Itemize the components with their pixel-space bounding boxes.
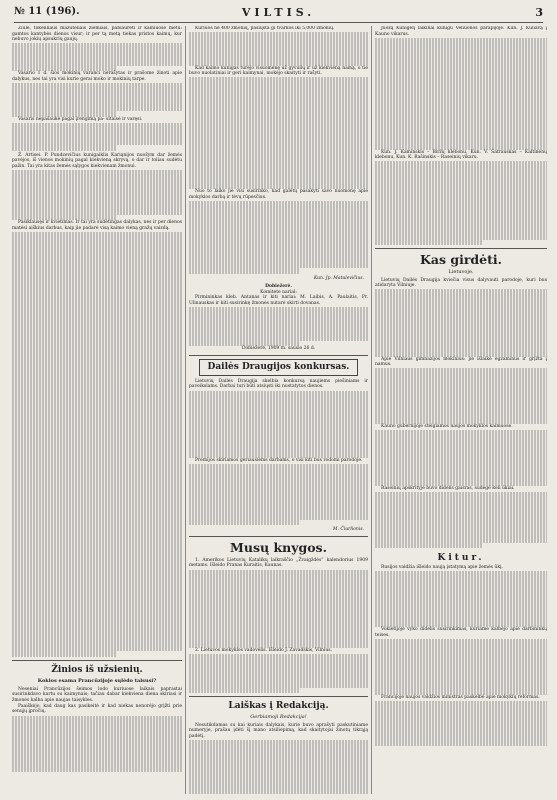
signature: M. Čiurlionis. xyxy=(332,527,364,533)
paragraph: Kuriuos ne 400 žmonių, pasiųsta gi tvarkos iki 5,000 žmonių. xyxy=(195,26,335,31)
contest-title-box xyxy=(199,359,358,376)
column-left xyxy=(12,26,182,794)
newspaper-title: VILTIS. xyxy=(241,6,316,19)
page-number: 3 xyxy=(535,6,543,19)
section-subtitle: Kokios esama Prancūzijoje sųlėdo talsusi? xyxy=(37,678,157,684)
page-header xyxy=(14,6,543,23)
paragraph: Paaiškėjo, kad daug kas pasikeitė ir kad niekas nenorėjo grįžti prie senųjų įpročių. xyxy=(12,703,182,715)
paragraph: Nuo to laiko jie visi susirinko, kad galėtų pasakyti savo nuomonę apie mokyklos darbą ir tėvų rūpesčius. xyxy=(189,189,368,200)
paragraph: Lietuvių Dailės Draugija skelbia konkursą naujiems piešiniams ir paveikslams. Darbai turi būti atsiųsti iki nustatytos dienos. xyxy=(189,378,368,390)
letter-title: Laiškas į Redakciją. xyxy=(228,701,329,712)
column-divider xyxy=(185,26,186,794)
section-divider xyxy=(12,660,182,661)
signature: Kun. Jp. Matulevičius. xyxy=(313,275,364,281)
date-line: Dobiežerė, 1909 m. sausio 26 d. xyxy=(241,346,316,352)
paragraph: Ž. Artisei. P. Pundzevičius kunigaiklis Kariąnijos nuožym dar žemės pavėjos, iš vienos mokinių pagal kiekvieną skryvą, o dar ir toliau sudėtu pažin. Tai yra kitas žemės sąlygos kiekvienam žmonui. xyxy=(12,152,182,169)
subsection-subtitle: Komitete narial: xyxy=(260,289,297,295)
issue-number: № 11 (196). xyxy=(14,6,80,17)
paragraph: 1. Amerikos Lietuvių Katalikų laikraščio „Žvaigždės“ kalendorius 1909 metams. Išleido Pranas Kuraitis, Kaunas. xyxy=(189,557,368,569)
abroad-title: Kitur. xyxy=(437,553,485,564)
paragraph: Pirmininkas kleb. Antanas ir kiti nariai: M. Laibis, A. Paulaitis, Pr. Ulinauskas ir kiti susirinkę žmonės nutarė skirti dovanas. xyxy=(189,295,368,306)
news-item: Lietuvių Dailės Draugija kviečia visus dalyvauti parodoje, kuri bus atidaryta Vilniuje. xyxy=(375,277,547,289)
paragraph: Žiūlė, tokėnliaus mažutėliais žiemiais, pabiaurėti ir kalniuose metu: gamtos kantybės dienos visur; ir per tą metą tiekas pristos kaimų, kur nebuvo jokių apsukrių gaujų. xyxy=(12,26,182,43)
section-divider xyxy=(189,536,368,537)
books-title: Musų knygos. xyxy=(230,539,327,555)
paragraph: Nesutikdamas su kai kuriais dalykais, kurie buvo aprašyti paskutiniame numeryje, prašau įdėti šį mano atsiliepimą, kad skaitytojai žinotų tikrąją padėtį. xyxy=(189,722,368,739)
column-middle xyxy=(189,26,368,794)
news-item: Kauno gubernijoje steigiamos naujos mokyklos kaimuose. xyxy=(381,424,513,430)
news-item: Apie Vilniaus gimnazijos mokinius: jie išlaikė egzaminus ir grįžta į namus. xyxy=(375,356,547,368)
news-title: Kas girdėti. xyxy=(420,252,502,268)
contest-title: Dailės Draugijos konkursas. xyxy=(207,361,350,372)
section-title: Žinios iš užsienių. xyxy=(51,665,143,675)
section-divider xyxy=(189,355,368,356)
paragraph: Juozą Kunigėlį laikinai kunigu Veliuonos parapijoje. Kun. J. Kuliavą į Kauno vikarus. xyxy=(375,26,547,37)
news-subtitle: Lietuvoje. xyxy=(448,269,474,276)
column-divider xyxy=(371,26,372,794)
section-divider xyxy=(375,248,547,249)
paragraph: Vasaris nepašaukė pagal įrengimą pa- sitaisė ir varęsi. xyxy=(18,116,143,122)
news-item: Raseinių apskrityje buvo didelis gaisras, sudegė keli ūkiai. xyxy=(381,486,515,492)
paragraph: Vasario 1 d. šios mokinių varanci nerašytas ir prašome žinoti apie dalykus, nes tai yra visi kurie gerai moko ir mokinių tarpe. xyxy=(12,71,182,82)
paragraph: Pasiklausęs ir kvietimas. Ir tai yra sudėtingas dalykas, nes ir per dienos matėsi aiškius darbus, kaip jie padarė visą kaimo vieną gražų vaizdą. xyxy=(12,220,182,231)
news-item: Vokietijoje vyko didelis susirinkimas, kuriame kalbėjo apie darbininkų teises. xyxy=(375,627,547,638)
paragraph: Kun. J. Kaminskis – Biržų klebonu, Kun. V. Šatrauskas – Kaltinėnų klebonu, Kun. K. Rašinskis – Raseinių vikaru. xyxy=(375,149,547,161)
paragraph: Neseniai Prancūzijos šeimos lodo kuriuose laikais paprastai susirinkdavo kartu su kaimynais; tačiau dabar kiekviena diena skiriasi ir žmonės kalba apie naujas taisykles. xyxy=(12,686,182,703)
news-item: Francijoje naujos valdžios ministras paskelbė apie mokyklų reformas. xyxy=(381,694,540,700)
paragraph: Kad kaimo kunigas turėjo visuomenę už gyvulių ir už kiekvieną namą, o tie buvo nuolatiniai ir geri kaimynai, mokėjo skaityti ir rašyti. xyxy=(189,65,368,77)
paragraph: 2. Lietuvos mokyklos vadovėlis. Išleido J. Zavadskis, Vilnius. xyxy=(195,647,332,653)
news-item: Rusijos valdžia išleido naują įstatymą apie žemės ūkį. xyxy=(381,565,503,571)
section-divider xyxy=(189,696,368,697)
column-right xyxy=(375,26,547,794)
paragraph: Premijos skiriamos geriausiems darbams, o visi kiti bus rodomi parodoje. xyxy=(195,457,363,463)
subsection-title: Dobiežerė. xyxy=(265,284,292,290)
letter-salutation: Gerbiamoji Redakcija! xyxy=(250,714,307,721)
